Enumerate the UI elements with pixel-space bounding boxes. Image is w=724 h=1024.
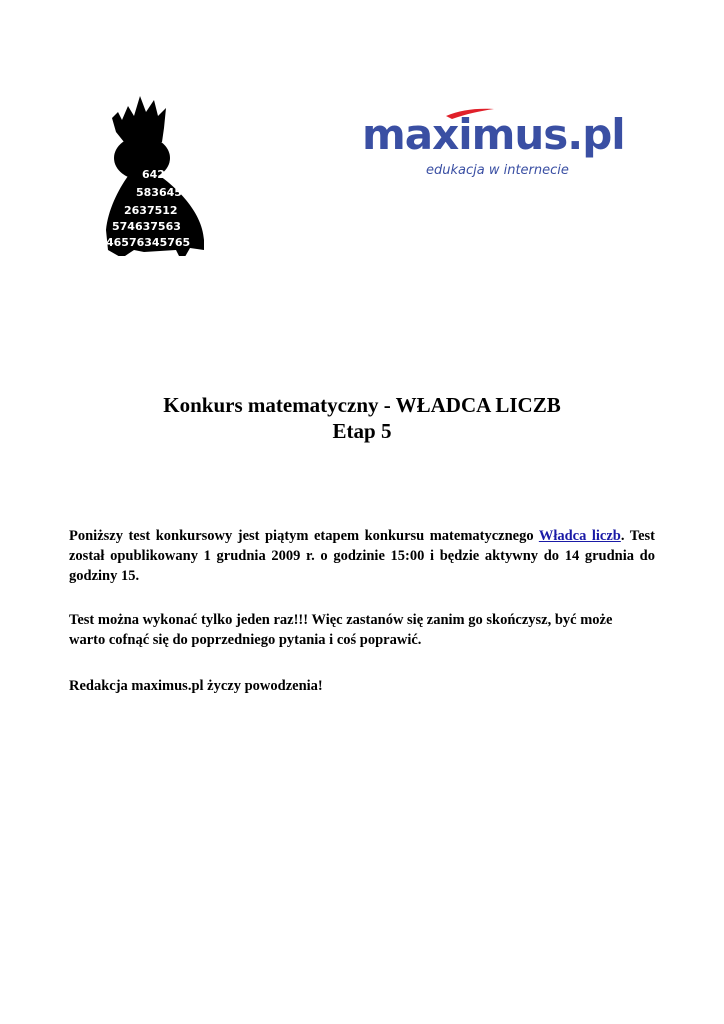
intro-paragraph — [69, 526, 655, 586]
king-logo — [104, 90, 214, 265]
maximus-logo[interactable] — [362, 105, 625, 185]
wladca-liczb-link[interactable]: Władca liczb — [538, 528, 621, 544]
warning-line-1: Test można wykonać tylko jeden raz!!! Więc zastanów się zanim go skończysz, być może — [69, 612, 613, 628]
king-digits-row-3: 2637512 — [124, 204, 178, 217]
title-line-2: Etap 5 — [332, 419, 392, 443]
intro-text-before-link: Poniższy test konkursowy jest piątym etapem konkursu matematycznego — [69, 528, 539, 544]
king-digits-row-5: 46576345765 — [106, 236, 191, 249]
page-title — [0, 392, 724, 444]
maximus-wordmark: maximus.pl — [362, 110, 625, 159]
intro-text-after-link: . Test został opublikowany 1 grudnia 2009 r. o godzinie 15:00 i będzie aktywny do 14 grudnia do godziny 15. — [69, 528, 655, 584]
closing-paragraph: Redakcja maximus.pl życzy powodzenia! — [69, 678, 323, 694]
maximus-tagline: edukacja w internecie — [426, 163, 569, 178]
title-line-1: Konkurs matematyczny - WŁADCA LICZB — [163, 393, 561, 417]
warning-line-2: warto cofnąć się do poprzedniego pytania i coś poprawić. — [69, 632, 422, 648]
king-digits-row-4: 574637563 — [112, 220, 181, 233]
king-digits-row-1: 642351 — [142, 168, 188, 181]
warning-paragraph — [69, 610, 655, 650]
king-digits-row-2: 583645 — [136, 186, 182, 199]
